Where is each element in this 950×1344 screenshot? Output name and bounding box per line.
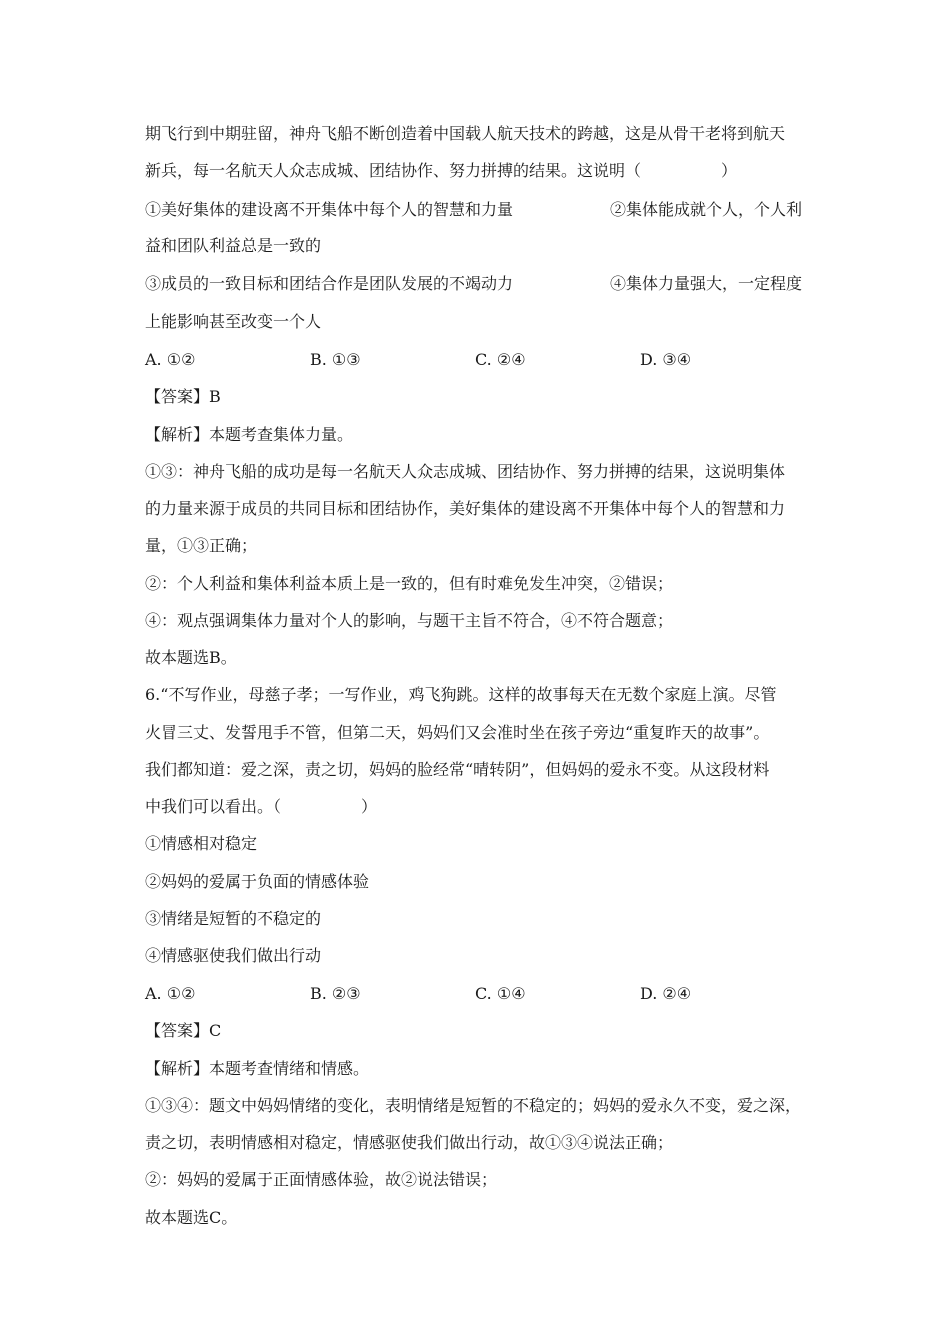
q5-item-3: ③成员的一致目标和团结合作是团队发展的不竭动力 — [145, 274, 514, 293]
q5-analysis-line-5: ④：观点强调集体力量对个人的影响，与题干主旨不符合，④不符合题意； — [145, 611, 674, 630]
q6-stem-line-2: 火冒三丈、发誓甩手不管，但第二天，妈妈们又会准时坐在孩子旁边“重复昨天的故事”。 — [145, 723, 770, 742]
q6-analysis-line-1: ①③④：题文中妈妈情绪的变化，表明情绪是短暂的不稳定的；妈妈的爱永久不变，爱之深， — [145, 1096, 802, 1115]
q5-option-c: C. ②④ — [475, 350, 526, 369]
q6-analysis-line-4: 故本题选C。 — [145, 1208, 238, 1227]
q6-answer: 【答案】C — [145, 1021, 222, 1040]
q6-stem-line-4: 中我们可以看出。（ ） — [145, 797, 378, 816]
q6-analysis-line-3: ②：妈妈的爱属于正面情感体验，故②说法错误； — [145, 1170, 498, 1189]
q5-item-2-end: 益和团队利益总是一致的 — [145, 236, 322, 255]
q5-option-b: B. ①③ — [310, 350, 361, 369]
q5-stem-line-2: 新兵，每一名航天人众志成城、团结协作、努力拼搏的结果。这说明（ ） — [145, 161, 738, 180]
q5-option-a: A. ①② — [145, 350, 196, 369]
q6-item-4: ④情感驱使我们做出行动 — [145, 946, 322, 965]
q6-option-d: D. ②④ — [640, 984, 692, 1003]
q5-item-4-end: 上能影响甚至改变一个人 — [145, 312, 322, 331]
q5-analysis-line-6: 故本题选B。 — [145, 648, 237, 667]
q5-analysis-line-4: ②：个人利益和集体利益本质上是一致的，但有时难免发生冲突，②错误； — [145, 574, 674, 593]
q5-analysis-line-3: 量，①③正确； — [145, 536, 258, 555]
q6-option-b: B. ②③ — [310, 984, 361, 1003]
q5-analysis-line-2: 的力量来源于成员的共同目标和团结协作，美好集体的建设离不开集体中每个人的智慧和力 — [145, 499, 786, 518]
q5-item-4-start: ④集体力量强大，一定程度 — [610, 274, 803, 293]
q5-analysis-title: 【解析】本题考查集体力量。 — [145, 425, 354, 444]
q6-stem-line-1: 6.“不写作业，母慈子孝；一写作业，鸡飞狗跳。这样的故事每天在无数个家庭上演。尽管 — [145, 685, 777, 704]
q5-item-2-start: ②集体能成就个人，个人利 — [610, 200, 803, 219]
q6-option-a: A. ①② — [145, 984, 196, 1003]
q5-item-1: ①美好集体的建设离不开集体中每个人的智慧和力量 — [145, 200, 514, 219]
q6-analysis-title: 【解析】本题考查情绪和情感。 — [145, 1059, 370, 1078]
q5-analysis-line-1: ①③：神舟飞船的成功是每一名航天人众志成城、团结协作、努力拼搏的结果，这说明集体 — [145, 462, 786, 481]
q5-stem-line-1: 期飞行到中期驻留，神舟飞船不断创造着中国载人航天技术的跨越，这是从骨干老将到航天 — [145, 124, 786, 143]
q5-option-d: D. ③④ — [640, 350, 692, 369]
q6-analysis-line-2: 责之切，表明情感相对稳定，情感驱使我们做出行动，故①③④说法正确； — [145, 1133, 674, 1152]
q6-item-1: ①情感相对稳定 — [145, 834, 258, 853]
q6-item-3: ③情绪是短暂的不稳定的 — [145, 909, 322, 928]
q5-answer: 【答案】B — [145, 387, 221, 406]
q6-item-2: ②妈妈的爱属于负面的情感体验 — [145, 872, 370, 891]
q6-option-c: C. ①④ — [475, 984, 526, 1003]
q6-stem-line-3: 我们都知道：爱之深，责之切，妈妈的脸经常“晴转阴”，但妈妈的爱永不变。从这段材料 — [145, 760, 770, 779]
